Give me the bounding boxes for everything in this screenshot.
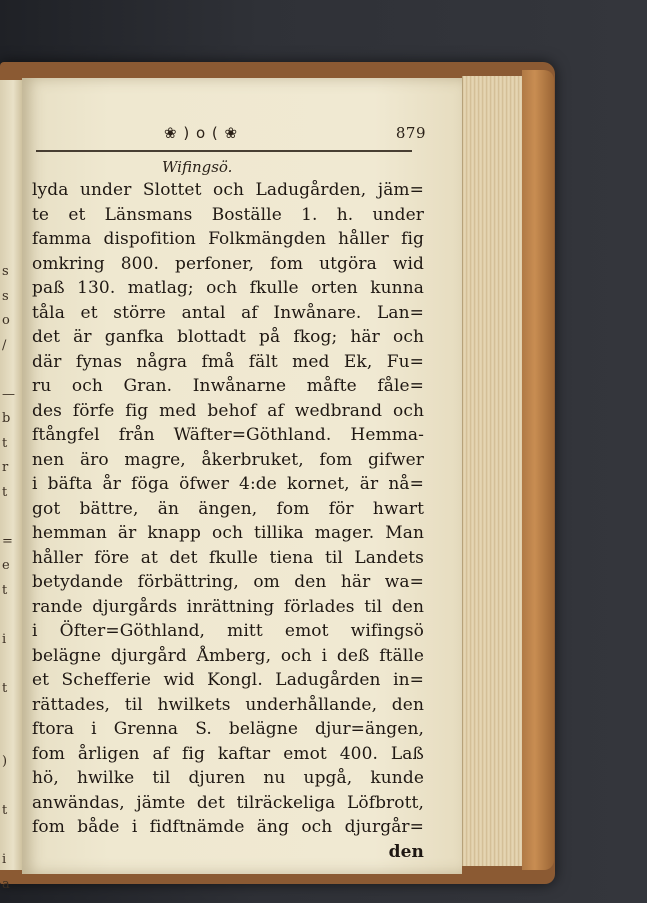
previous-page-mark (2, 824, 18, 849)
cover-edge (522, 70, 554, 870)
previous-page-mark (2, 652, 18, 677)
page-stack (462, 76, 523, 866)
text-line: tåla et större antal af Inwånare. Lan= (32, 302, 424, 323)
text-line: famma dispofition Folkmängden håller fig (32, 229, 424, 249)
text-line: nen äro magre, åkerbruket, fom gifwer (32, 449, 424, 470)
previous-page-mark: t (2, 582, 8, 598)
text-line: betydande förbättring, om den här wa= (32, 572, 424, 592)
previous-page-mark: a (2, 876, 10, 892)
previous-page-mark: t (2, 435, 8, 451)
previous-page-mark: t (2, 680, 8, 696)
text-line: hemman är knapp och tillika mager. Man (32, 523, 424, 543)
previous-page-mark (2, 603, 18, 628)
text-line: hö, hwilke til djuren nu upgå, kunde (32, 768, 424, 788)
catchword: den (388, 841, 424, 862)
text-line: i bäfta år föga öfwer 4:de kornet, är nå= (32, 474, 424, 494)
text-line: anwändas, jämte det tilräckeliga Löfbrott, (32, 792, 424, 813)
page-number: 879 (395, 124, 426, 142)
previous-page-mark: ) (2, 754, 8, 769)
text-line: te et Länsmans Boställe 1. h. under (32, 204, 424, 225)
previous-page-mark: i (2, 852, 7, 867)
previous-page-mark (2, 701, 18, 726)
body-text (32, 178, 424, 864)
previous-page-mark: = (2, 533, 13, 549)
previous-page-mark: — (2, 386, 15, 402)
page-header (46, 118, 432, 142)
text-line: belägne djurgård Åmberg, och i deß ftälle (32, 645, 424, 666)
text-line: fom både i fidftnämde äng och djurgår= (32, 817, 424, 837)
previous-page-mark: / (2, 337, 7, 353)
text-line: fom årligen af fig kaftar emot 400. Laß (32, 743, 424, 764)
previous-page-mark (2, 505, 18, 530)
previous-page-mark: i (2, 631, 7, 647)
text-line: ftångfel från Wäfter=Göthland. Hemma- (32, 425, 424, 445)
text-line: ftora i Grenna S. belägne djur=ängen, (32, 719, 424, 739)
previous-page-mark: o (2, 313, 10, 328)
previous-page-mark: t (2, 803, 8, 818)
header-ornament: ❀ ) o ( ❀ (164, 124, 239, 142)
previous-page-marks (2, 260, 18, 897)
text-line: rättades, til hwilkets underhållande, den (32, 694, 424, 715)
running-title: Wifingsö. (162, 158, 233, 176)
previous-page-mark: r (2, 460, 9, 475)
previous-page-mark: b (2, 411, 11, 426)
text-line: lyda under Slottet och Ladugården, jäm= (32, 180, 424, 200)
text-line: et Schefferie wid Kongl. Ladugården in= (32, 670, 424, 690)
text-line: rande djurgårds inrättning förlades til den (32, 596, 424, 617)
text-line: där fynas några fmå fält med Ek, Fu= (32, 351, 424, 372)
text-line: ru och Gran. Inwånarne måfte fåle= (32, 376, 424, 396)
previous-page-mark: s (2, 288, 9, 304)
previous-page-mark: e (2, 558, 10, 573)
previous-page-mark (2, 358, 18, 383)
left-page-edge (0, 80, 24, 892)
header-rule (36, 150, 412, 152)
text-line: paß 130. matlag; och fkulle orten kunna (32, 278, 424, 298)
text-line: i Öfter=Göthland, mitt emot wifingsö (32, 621, 424, 641)
text-line: omkring 800. perfoner, fom utgöra wid (32, 253, 424, 274)
text-line: det är ganfka blottadt på fkog; här och (32, 327, 424, 347)
previous-page-mark (2, 775, 18, 800)
previous-page-mark (2, 726, 18, 751)
book-page (22, 78, 462, 874)
text-line: got bättre, än ängen, fom för hwart (32, 498, 424, 519)
text-line: håller före at det fkulle tiena til Landets (32, 547, 424, 568)
previous-page-mark: s (2, 264, 9, 279)
previous-page-mark: t (2, 484, 8, 500)
text-line: des förfe fig med behof af wedbrand och (32, 400, 424, 421)
